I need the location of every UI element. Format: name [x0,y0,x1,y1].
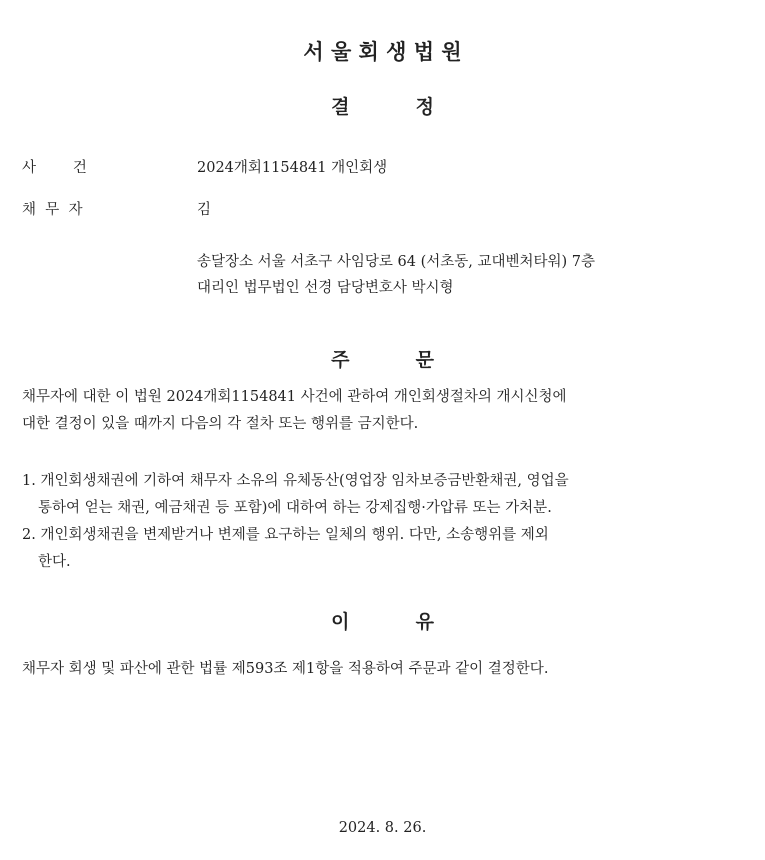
order-intro-line-2: 대한 결정이 있을 때까지 다음의 각 절차 또는 행위를 금지한다. [22,416,419,432]
document-title: 결 정 [331,96,434,118]
order-heading: 주 문 [331,349,434,371]
court-name: 서 울 회 생 법 원 [303,40,462,64]
case-label: 사 건 [22,160,87,176]
order-intro-line-1: 채무자에 대한 이 법원 2024개회1154841 사건에 관하여 개인회생절차의 개시신청에 [22,389,567,405]
service-address: 송달장소 서울 서초구 사임당로 64 (서초동, 교대벤처타워) 7층 [197,254,596,270]
legal-agent: 대리인 법무법인 선경 담당변호사 박시형 [197,280,454,296]
debtor-name: 김 [197,202,212,218]
order-item-1-line-2: 통하여 얻는 채권, 예금채권 등 포함)에 대하여 하는 강제집행·가압류 또는 가처분. [38,500,552,516]
decision-date: 2024. 8. 26. [338,820,427,836]
order-item-2-line-1: 2. 개인회생채권을 변제받거나 변제를 요구하는 일체의 행위. 다만, 소송행위를 제외 [22,527,549,543]
order-item-2-line-2: 한다. [38,554,71,570]
reason-heading: 이 유 [331,611,434,633]
case-number: 2024개회1154841 개인회생 [197,160,388,176]
reason-text: 채무자 회생 및 파산에 관한 법률 제593조 제1항을 적용하여 주문과 같이 결정한다. [22,661,549,677]
debtor-label: 채 무 자 [22,202,83,218]
order-item-1-line-1: 1. 개인회생채권에 기하여 채무자 소유의 유체동산(영업장 임차보증금반환채권, 영업을 [22,473,569,489]
